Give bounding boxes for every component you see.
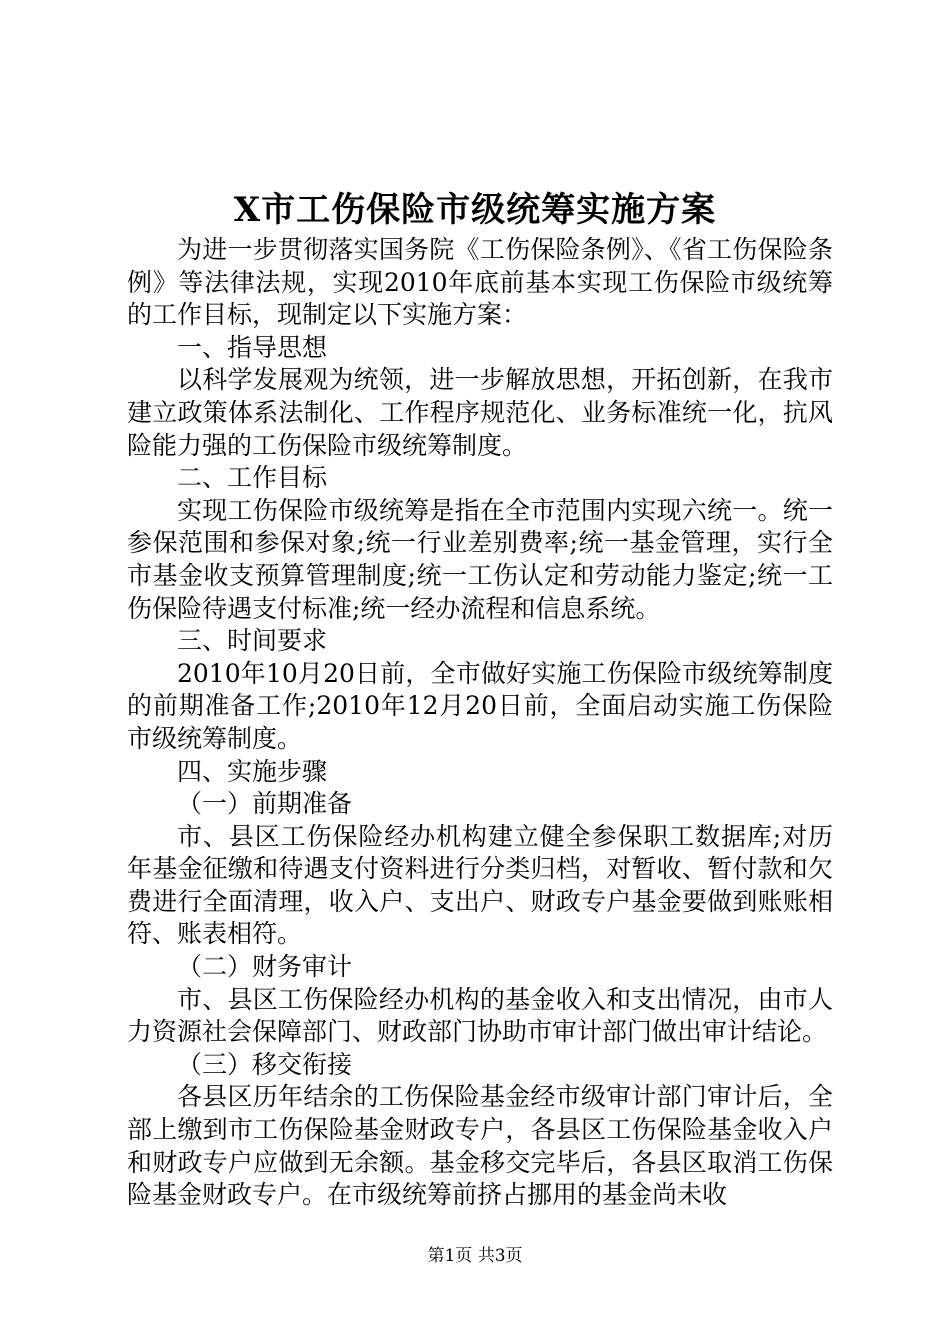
paragraph-work-goals: 实现工伤保险市级统筹是指在全市范围内实现六统一。统一参保范围和参保对象;统一行业差别费率;统一基金管理，实行全市基金收支预算管理制度;统一工伤认定和劳动能力鉴定;统一工伤保险待遇支付标准;统一经办流程和信息系统。: [127, 495, 833, 623]
paragraph-transfer: 各县区历年结余的工伤保险基金经市级审计部门审计后，全部上缴到市工伤保险基金财政专户，各县区工伤保险基金收入户和财政专户应做到无余额。基金移交完毕后，各县区取消工伤保险基金财政专户。在市级统筹前挤占挪用的基金尚未收: [127, 1082, 833, 1210]
section-heading-implementation-steps: 四、实施步骤: [177, 756, 328, 786]
page-footer: 第1页 共3页: [427, 1246, 523, 1266]
document-title: X市工伤保险市级统筹实施方案: [233, 190, 717, 230]
subheading-financial-audit: （二）财务审计: [177, 952, 353, 982]
paragraph-time-requirements: 2010年10月20日前，全市做好实施工伤保险市级统筹制度的前期准备工作;2010年12月20日前，全面启动实施工伤保险市级统筹制度。: [127, 658, 833, 753]
paragraph-financial-audit: 市、县区工伤保险经办机构的基金收入和支出情况，由市人力资源社会保障部门、财政部门协助市审计部门做出审计结论。: [127, 984, 833, 1047]
paragraph-preparation: 市、县区工伤保险经办机构建立健全参保职工数据库;对历年基金征缴和待遇支付资料进行分类归档，对暂收、暂付款和欠费进行全面清理，收入户、支出户、财政专户基金要做到账账相符、账表相符。: [127, 821, 833, 949]
section-heading-work-goals: 二、工作目标: [177, 463, 328, 493]
document-body: [127, 234, 833, 1212]
subheading-preparation: （一）前期准备: [177, 789, 353, 819]
subheading-transfer: （三）移交衔接: [177, 1049, 353, 1079]
section-heading-time-requirements: 三、时间要求: [177, 626, 328, 656]
intro-paragraph: 为进一步贯彻落实国务院《工伤保险条例》、《省工伤保险条例》等法律法规，实现2010年底前基本实现工伤保险市级统筹的工作目标，现制定以下实施方案：: [127, 235, 833, 330]
section-heading-guiding-ideology: 一、指导思想: [177, 332, 328, 362]
paragraph-guiding-ideology: 以科学发展观为统领，进一步解放思想，开拓创新，在我市建立政策体系法制化、工作程序规范化、业务标准统一化，抗风险能力强的工伤保险市级统筹制度。: [127, 365, 833, 460]
